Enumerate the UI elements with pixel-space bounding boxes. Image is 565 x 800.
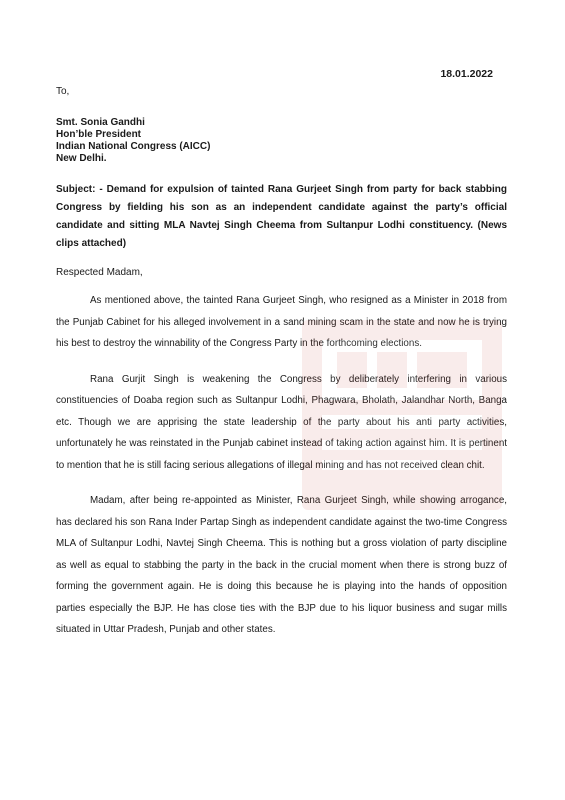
subject-line: Subject: - Demand for expulsion of tainted Rana Gurjeet Singh from party for back stabbing Congress by fielding his son as an independent candidate against the party’s official candidate and sitting MLA Navtej Singh Cheema from Sultanpur Lodhi constituency. (News clips attached) [56, 184, 507, 249]
body-paragraph-3: Madam, after being re-appointed as Minister, Rana Gurjeet Singh, while showing arrogance, has declared his son Rana Inder Partap Singh as independent candidate against the two-time Congress MLA of Sultanpur Lodhi, Navtej Singh Cheema. This is nothing but a gross violation of party discipline as well as equal to stabbing the party in the back in the crucial moment when there is strong buzz of forming the government again. He is doing this because he is playing into the hands of opposition parties especially the BJP. He has close ties with the BJP due to his liquor business and sugar mills situated in Uttar Pradesh, Punjab and other states. [56, 495, 507, 635]
recipient-city: New Delhi. [56, 153, 107, 164]
body-paragraph-1: As mentioned above, the tainted Rana Gurjeet Singh, who resigned as a Minister in 2018 from the Punjab Cabinet for his alleged involvement in a sand mining scam in the state and now he is trying his best to destroy the winnability of the Congress Party in the forthcoming elections. [56, 295, 507, 349]
recipient-address [56, 117, 507, 165]
to-line: To, [56, 86, 70, 97]
letter-date: 18.01.2022 [440, 68, 493, 80]
newspaper-logo-watermark-icon [282, 300, 522, 530]
recipient-name: Smt. Sonia Gandhi [56, 117, 145, 128]
recipient-organization: Indian National Congress (AICC) [56, 141, 211, 152]
salutation: Respected Madam, [56, 267, 143, 278]
recipient-title: Hon’ble President [56, 129, 142, 140]
body-paragraph-2: Rana Gurjit Singh is weakening the Congress by deliberately interfering in various constituencies of Doaba region such as Sultanpur Lodhi, Phagwara, Bholath, Jalandhar North, Banga etc. Though we are apprising the state leadership of the party about his anti party activities, unfortunately he was reinstated in the Punjab cabinet instead of taking action against him. It is pertinent to mention that he is still facing serious allegations of illegal mining and has not received clean chit. [56, 373, 507, 471]
